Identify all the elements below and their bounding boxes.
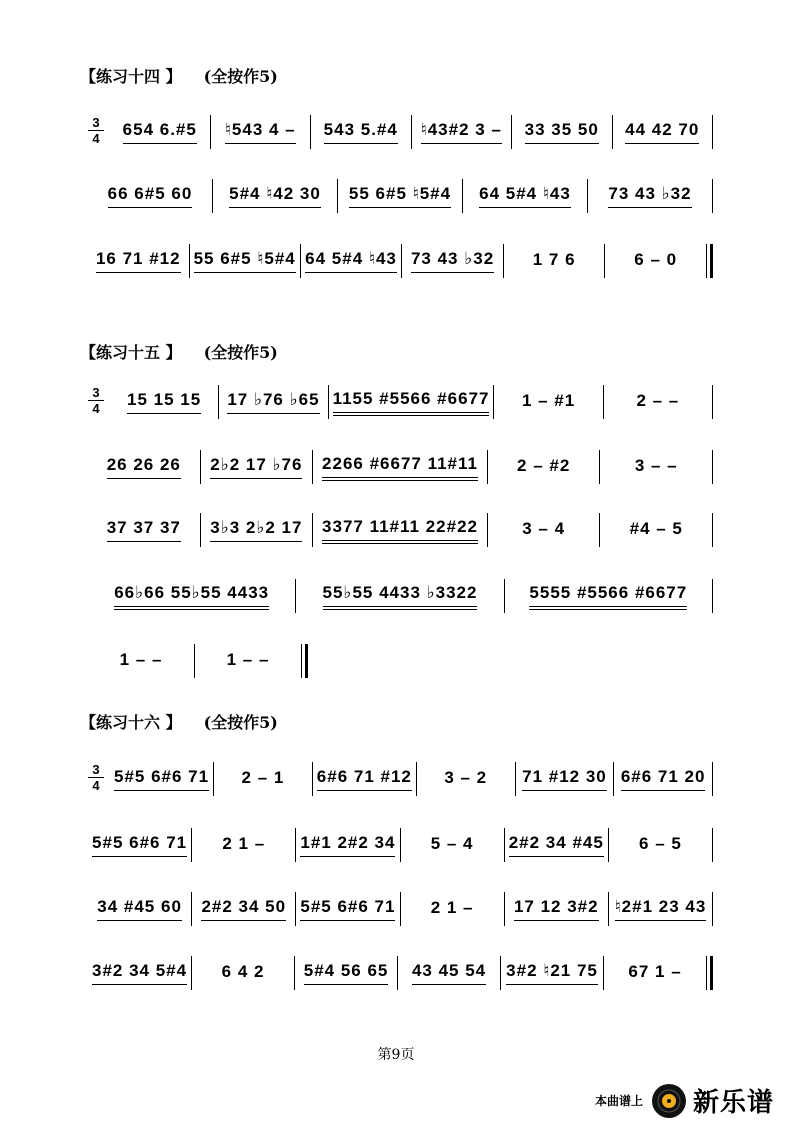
measure: 43 45 54 [398, 953, 500, 993]
measure: 55♭55 4433 ♭3322 [296, 576, 503, 616]
measure: ♮43#2 3 – [412, 112, 512, 152]
exercise-title-text: 【练习十六 】 [80, 713, 182, 732]
measure: 5555 #5566 #6677 [505, 576, 712, 616]
time-signature: 3 4 [88, 386, 104, 415]
measure: 73 43 ♭32 [588, 176, 712, 216]
measure: 6#6 71 20 [614, 759, 712, 799]
exercise-subtitle: (全按作5) [203, 713, 278, 732]
exercise-title-text: 【练习十四 】 [80, 67, 182, 86]
measure: 17 12 3#2 [505, 889, 608, 929]
measure: 71 #12 30 [516, 759, 614, 799]
measure: 3 – – [634, 455, 678, 475]
measure: 2♭2 17 ♭76 [201, 447, 313, 487]
measure: 34 #45 60 [88, 889, 191, 929]
measure: 26 26 26 [88, 447, 200, 487]
measure: 66♭66 55♭55 4433 [88, 576, 295, 616]
measure: 3 – 4 [522, 518, 566, 538]
measure: 654 6.#5 [110, 112, 210, 152]
measure: 6 – 5 [639, 833, 682, 853]
exercise-subtitle: (全按作5) [203, 67, 278, 86]
ex16-line-3 [88, 889, 713, 929]
measure: 2#2 34 #45 [505, 825, 608, 865]
measure: 3 – 2 [444, 767, 488, 787]
measure: 1155 #5566 #6677 [329, 382, 494, 422]
time-signature: 3 4 [88, 116, 104, 145]
measure: 2266 #6677 11#11 [313, 447, 487, 487]
measure: 2 – #2 [517, 455, 571, 475]
measure: 73 43 ♭32 [402, 241, 503, 281]
measure: 6#6 71 #12 [313, 759, 416, 799]
record-logo-icon [651, 1083, 687, 1119]
ex16-line-1 [88, 759, 713, 799]
exercise-14-title [80, 64, 278, 87]
measure: 15 15 15 [110, 382, 218, 422]
exercise-15-title [80, 340, 278, 363]
measure: 1 – – [119, 649, 163, 669]
measure: 67 1 – [628, 961, 682, 981]
measure: 2 1 – [222, 833, 266, 853]
measure: 6 4 2 [221, 961, 265, 981]
measure: 64 5#4 ♮43 [301, 241, 402, 281]
measure: 1 7 6 [532, 249, 576, 269]
measure: 17 ♭76 ♭65 [219, 382, 327, 422]
ex15-line-2 [88, 447, 713, 487]
measure: ♮2#1 23 43 [609, 889, 712, 929]
measure: 5#5 6#6 71 [296, 889, 399, 929]
ex16-line-4 [88, 953, 713, 993]
exercise-subtitle: (全按作5) [203, 343, 278, 362]
measure: 55 6#5 ♮5#4 [338, 176, 462, 216]
measure: 66 6#5 60 [88, 176, 212, 216]
measure: 3#2 ♮21 75 [501, 953, 603, 993]
measure: 44 42 70 [613, 112, 713, 152]
measure: 55 6#5 ♮5#4 [190, 241, 300, 281]
ex14-line-2 [88, 176, 713, 216]
measure: 2 – – [636, 390, 680, 410]
measure: ♮543 4 – [211, 112, 311, 152]
time-signature: 3 4 [88, 763, 104, 792]
exercise-title-text: 【练习十五 】 [80, 343, 182, 362]
measure: 1#1 2#2 34 [296, 825, 399, 865]
ex14-line-3 [88, 241, 713, 281]
measure: #4 – 5 [629, 518, 683, 538]
measure: 33 35 50 [512, 112, 612, 152]
ex14-line-1 [88, 112, 713, 152]
ex15-line-4 [88, 576, 713, 616]
measure: 2 – 1 [241, 767, 285, 787]
ex15-line-3 [88, 510, 713, 550]
measure: 5#5 6#6 71 [88, 825, 191, 865]
measure: 3#2 34 5#4 [88, 953, 191, 993]
measure: 5 – 4 [430, 833, 474, 853]
exercise-16-title [80, 710, 278, 733]
measure: 64 5#4 ♮43 [463, 176, 587, 216]
measure: 2#2 34 50 [192, 889, 295, 929]
measure: 5#4 56 65 [295, 953, 397, 993]
measure: 543 5.#4 [311, 112, 411, 152]
measure: 37 37 37 [88, 510, 200, 550]
ex16-line-2 [88, 825, 713, 865]
measure: 5#4 ♮42 30 [213, 176, 337, 216]
measure: 2 1 – [430, 897, 474, 917]
brand-watermark [595, 1082, 774, 1119]
measure: 1 – #1 [521, 390, 576, 410]
measure: 6 – 0 [634, 249, 678, 269]
page-number: 第9页 [377, 1047, 415, 1063]
measure: 1 – – [226, 649, 270, 669]
ex15-line-5 [88, 641, 308, 681]
ex15-line-1 [88, 382, 713, 422]
measure: 16 71 #12 [88, 241, 189, 281]
measure: 3♭3 2♭2 17 [201, 510, 313, 550]
measure: 3377 11#11 22#22 [313, 510, 487, 550]
brand-name: 新乐谱 [692, 1087, 774, 1117]
brand-small-text: 本曲谱上 [594, 1094, 643, 1108]
measure: 5#5 6#6 71 [110, 759, 213, 799]
